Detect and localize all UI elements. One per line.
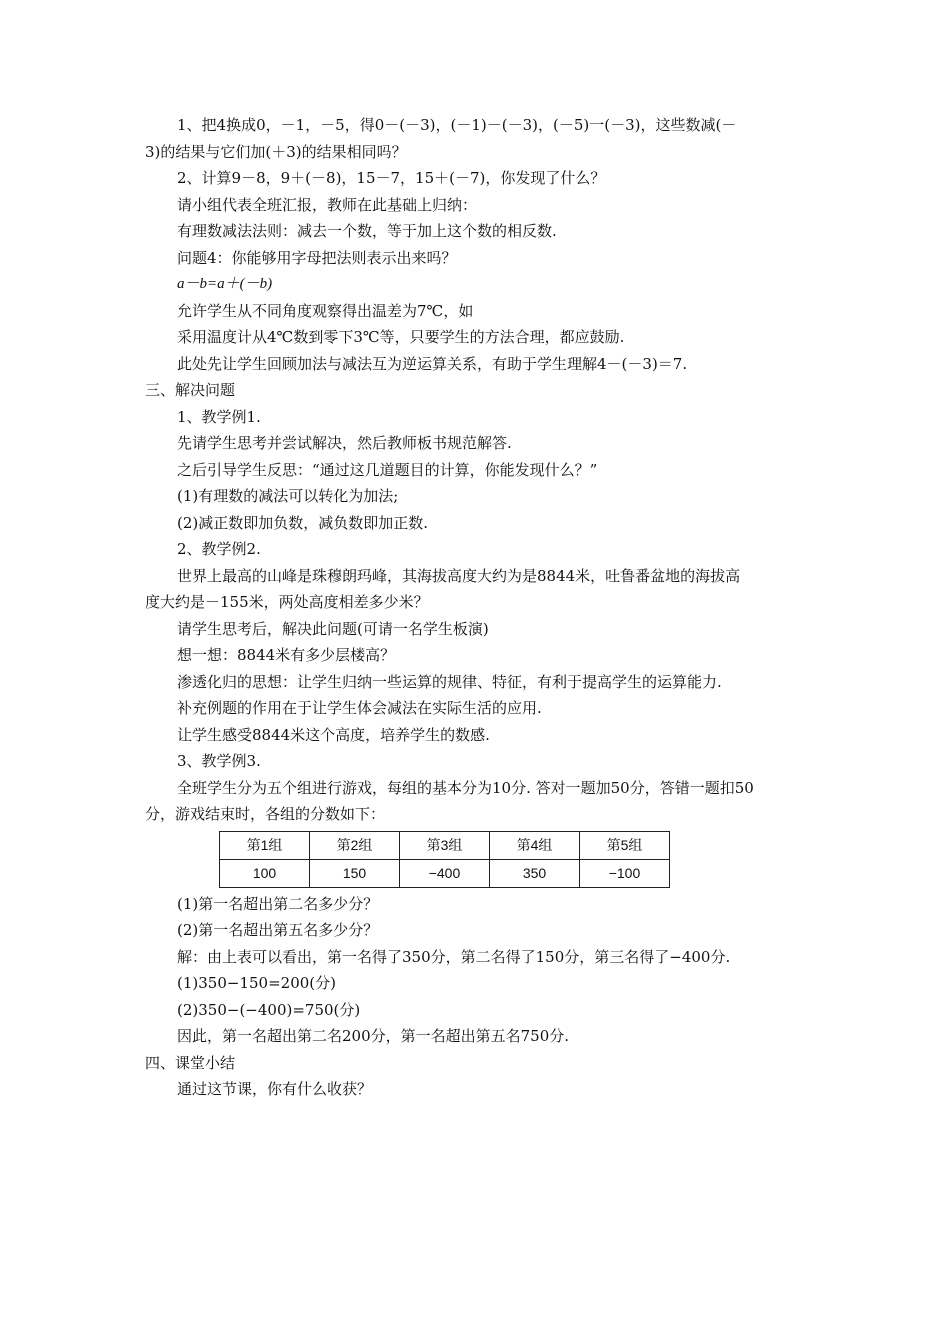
- rule-statement: 有理数减法法则：减去一个数，等于加上这个数的相反数.: [177, 222, 557, 240]
- text-line: 3)的结果与它们加(＋3)的结果相同吗？: [145, 142, 407, 161]
- section-heading: 四、课堂小结: [145, 1053, 236, 1072]
- example-heading: 3、教学例3.: [177, 752, 261, 770]
- text-line: 通过这节课，你有什么收获？: [177, 1080, 373, 1098]
- example-heading: 1、教学例1.: [177, 407, 261, 426]
- example-heading: 2、教学例2.: [177, 540, 261, 558]
- text-line: 此处先让学生回顾加法与减法互为逆运算关系，有助于学生理解4－(－3)＝7.: [177, 354, 688, 373]
- text-line: 1、把4换成0，－1，－5，得0－(－3)，(－1)－(－3)，(－5)一(－3)，这些数减(－: [177, 116, 737, 134]
- table-cell: 350: [490, 859, 580, 887]
- table-row: [220, 859, 670, 887]
- text-line: 请学生思考后，解决此问题(可请一名学生板演): [177, 619, 489, 638]
- solution: 解：由上表可以看出，第一名得了350分，第二名得了150分，第三名得了−400分.: [177, 947, 731, 966]
- table-cell: −100: [580, 859, 670, 887]
- table-header-cell: 第1组: [220, 831, 310, 859]
- section-heading: 三、解决问题: [145, 381, 236, 399]
- table-header-cell: 第4组: [490, 831, 580, 859]
- text-line: 请小组代表全班汇报，教师在此基础上归纳：: [177, 195, 478, 214]
- text-line: 允许学生从不同角度观察得出温差为7℃，如: [177, 301, 474, 320]
- table-cell: 150: [310, 859, 400, 887]
- text-line: 问题4：你能够用字母把法则表示出来吗？: [177, 248, 457, 267]
- text-line: 渗透化归的思想：让学生归纳一些运算的规律、特征，有利于提高学生的运算能力.: [177, 672, 722, 691]
- question: (2)第一名超出第五名多少分？: [177, 921, 379, 939]
- table-cell: 100: [220, 859, 310, 887]
- text-line: 全班学生分为五个组进行游戏，每组的基本分为10分. 答对一题加50分，答错一题扣50: [177, 778, 754, 797]
- conclusion: 因此，第一名超出第二名200分，第一名超出第五名750分.: [177, 1027, 570, 1045]
- text-line: 先请学生思考并尝试解决，然后教师板书规范解答.: [177, 434, 512, 452]
- table-header-cell: 第2组: [310, 831, 400, 859]
- table-header-row: [220, 831, 670, 859]
- formula: a－b=a＋(－b): [177, 276, 273, 292]
- text-line: 之后引导学生反思：“通过这几道题目的计算，你能发现什么？”: [177, 460, 598, 479]
- table-cell: −400: [400, 859, 490, 887]
- table-header-cell: 第3组: [400, 831, 490, 859]
- text-line: 补充例题的作用在于让学生体会减法在实际生活的应用.: [177, 699, 542, 717]
- question: (1)第一名超出第二名多少分？: [177, 894, 379, 913]
- answer: (1)350−150=200(分): [177, 974, 336, 992]
- text-line: 让学生感受8844米这个高度，培养学生的数感.: [177, 725, 490, 744]
- text-line: 2、计算9－8，9＋(－8)，15－7，15＋(－7)，你发现了什么？: [177, 169, 606, 187]
- answer: (2)350−(−400)=750(分): [177, 1000, 361, 1019]
- text-line: (2)减正数即加负数，减负数即加正数.: [177, 513, 429, 532]
- text-line: 采用温度计从4℃数到零下3℃等，只要学生的方法合理，都应鼓励.: [177, 328, 625, 346]
- text-line: 想一想：8844米有多少层楼高？: [177, 646, 396, 664]
- text-line: 分，游戏结束时，各组的分数如下：: [145, 805, 386, 823]
- text-line: 世界上最高的山峰是珠穆朗玛峰，其海拔高度大约为是8844米，吐鲁番盆地的海拔高: [177, 566, 741, 585]
- text-line: (1)有理数的减法可以转化为加法;: [177, 487, 399, 505]
- lesson-content: [145, 112, 807, 1103]
- score-table: [219, 831, 670, 888]
- text-line: 度大约是－155米，两处高度相差多少米？: [145, 593, 429, 611]
- table-header-cell: 第5组: [580, 831, 670, 859]
